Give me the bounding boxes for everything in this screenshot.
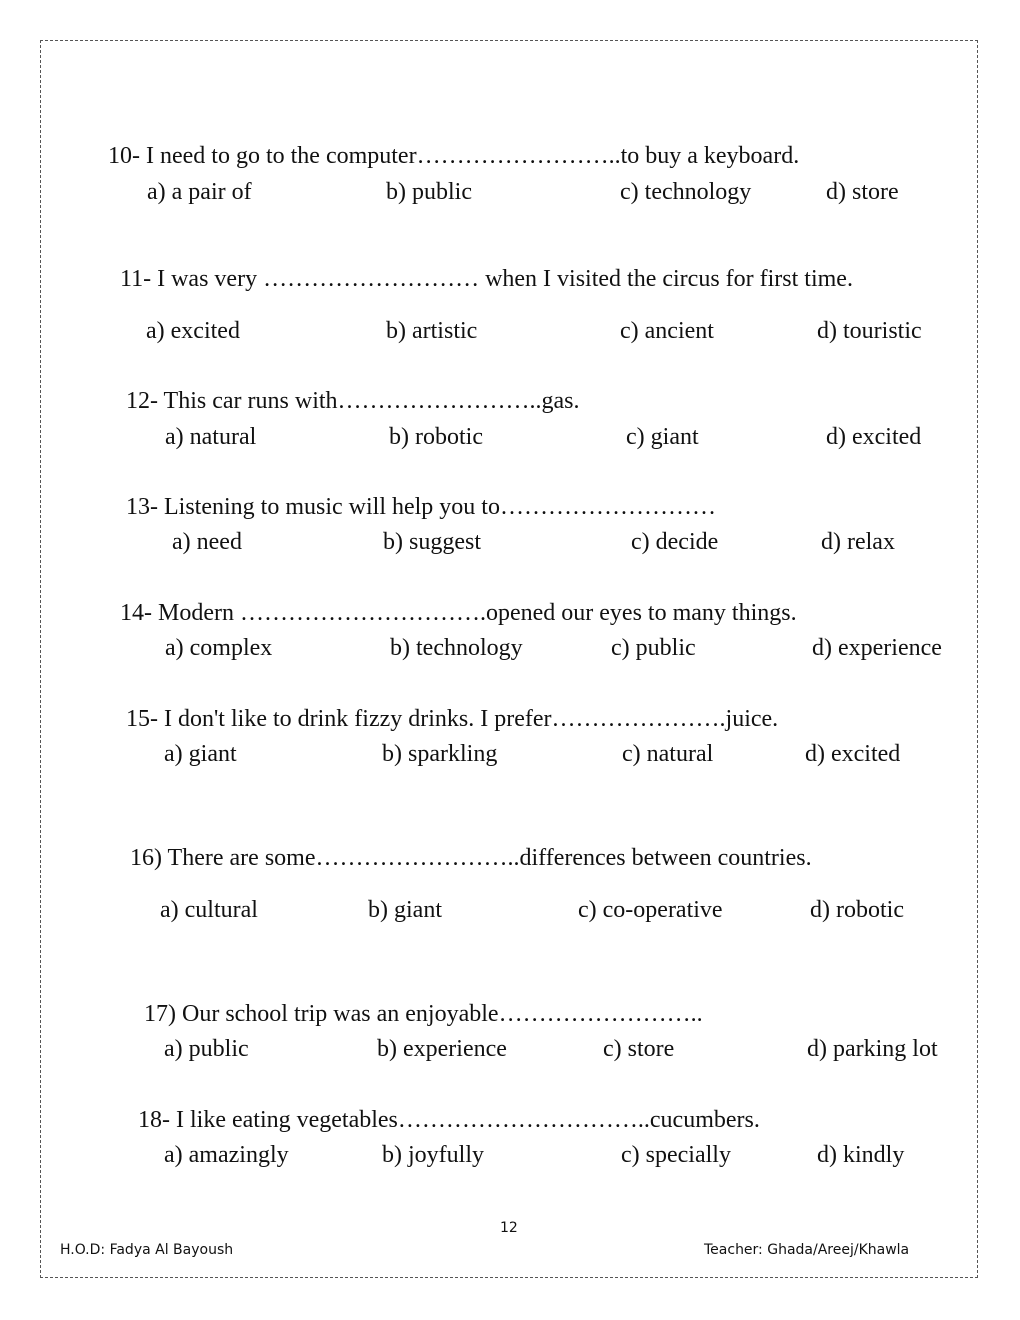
- q10-option-d[interactable]: d) store: [826, 179, 899, 205]
- question-10: 10- I need to go to the computer……………………..to buy a keyboard.: [108, 143, 800, 169]
- q13-option-d[interactable]: d) relax: [821, 529, 895, 555]
- q15-option-b[interactable]: b) sparkling: [382, 741, 498, 767]
- q13-option-a[interactable]: a) need: [172, 529, 242, 555]
- q14-option-c[interactable]: c) public: [611, 635, 696, 661]
- q18-option-a[interactable]: a) amazingly: [164, 1142, 289, 1168]
- q14-option-d[interactable]: d) experience: [812, 635, 942, 661]
- q16-option-a[interactable]: a) cultural: [160, 897, 258, 923]
- q10-option-b[interactable]: b) public: [386, 179, 472, 205]
- q12-option-b[interactable]: b) robotic: [389, 424, 483, 450]
- q18-option-b[interactable]: b) joyfully: [382, 1142, 484, 1168]
- question-13: 13- Listening to music will help you to………………………: [126, 494, 716, 520]
- q16-option-c[interactable]: c) co-operative: [578, 897, 723, 923]
- q12-option-c[interactable]: c) giant: [626, 424, 699, 450]
- q12-option-d[interactable]: d) excited: [826, 424, 922, 450]
- q15-option-d[interactable]: d) excited: [805, 741, 901, 767]
- question-14: 14- Modern ………………………….opened our eyes to many things.: [120, 600, 797, 626]
- q11-option-b[interactable]: b) artistic: [386, 318, 478, 344]
- q10-option-c[interactable]: c) technology: [620, 179, 752, 205]
- q13-option-c[interactable]: c) decide: [631, 529, 719, 555]
- q16-option-b[interactable]: b) giant: [368, 897, 442, 923]
- q15-option-a[interactable]: a) giant: [164, 741, 237, 767]
- q11-option-c[interactable]: c) ancient: [620, 318, 714, 344]
- q11-option-a[interactable]: a) excited: [146, 318, 240, 344]
- question-18: 18- I like eating vegetables…………………………..cucumbers.: [138, 1107, 760, 1133]
- q12-option-a[interactable]: a) natural: [165, 424, 257, 450]
- q13-option-b[interactable]: b) suggest: [383, 529, 481, 555]
- footer-teacher: Teacher: Ghada/Areej/Khawla: [704, 1242, 910, 1258]
- q15-option-c[interactable]: c) natural: [622, 741, 714, 767]
- question-12: 12- This car runs with……………………..gas.: [126, 388, 580, 414]
- q17-option-d[interactable]: d) parking lot: [807, 1036, 938, 1062]
- q18-option-c[interactable]: c) specially: [621, 1142, 731, 1168]
- page-number: 12: [500, 1220, 518, 1236]
- q17-option-c[interactable]: c) store: [603, 1036, 675, 1062]
- question-16: 16) There are some……………………..differences between countries.: [130, 845, 812, 871]
- question-11: 11- I was very ……………………… when I visited the circus for first time.: [120, 266, 853, 292]
- q14-option-a[interactable]: a) complex: [165, 635, 273, 661]
- q16-option-d[interactable]: d) robotic: [810, 897, 904, 923]
- footer-hod: H.O.D: Fadya Al Bayoush: [60, 1242, 234, 1258]
- q10-option-a[interactable]: a) a pair of: [147, 179, 252, 205]
- q14-option-b[interactable]: b) technology: [390, 635, 523, 661]
- question-15: 15- I don't like to drink fizzy drinks. I prefer………………….juice.: [126, 706, 779, 732]
- q18-option-d[interactable]: d) kindly: [817, 1142, 905, 1168]
- q17-option-a[interactable]: a) public: [164, 1036, 249, 1062]
- q17-option-b[interactable]: b) experience: [377, 1036, 507, 1062]
- question-17: 17) Our school trip was an enjoyable……………………..: [144, 1001, 703, 1027]
- q11-option-d[interactable]: d) touristic: [817, 318, 922, 344]
